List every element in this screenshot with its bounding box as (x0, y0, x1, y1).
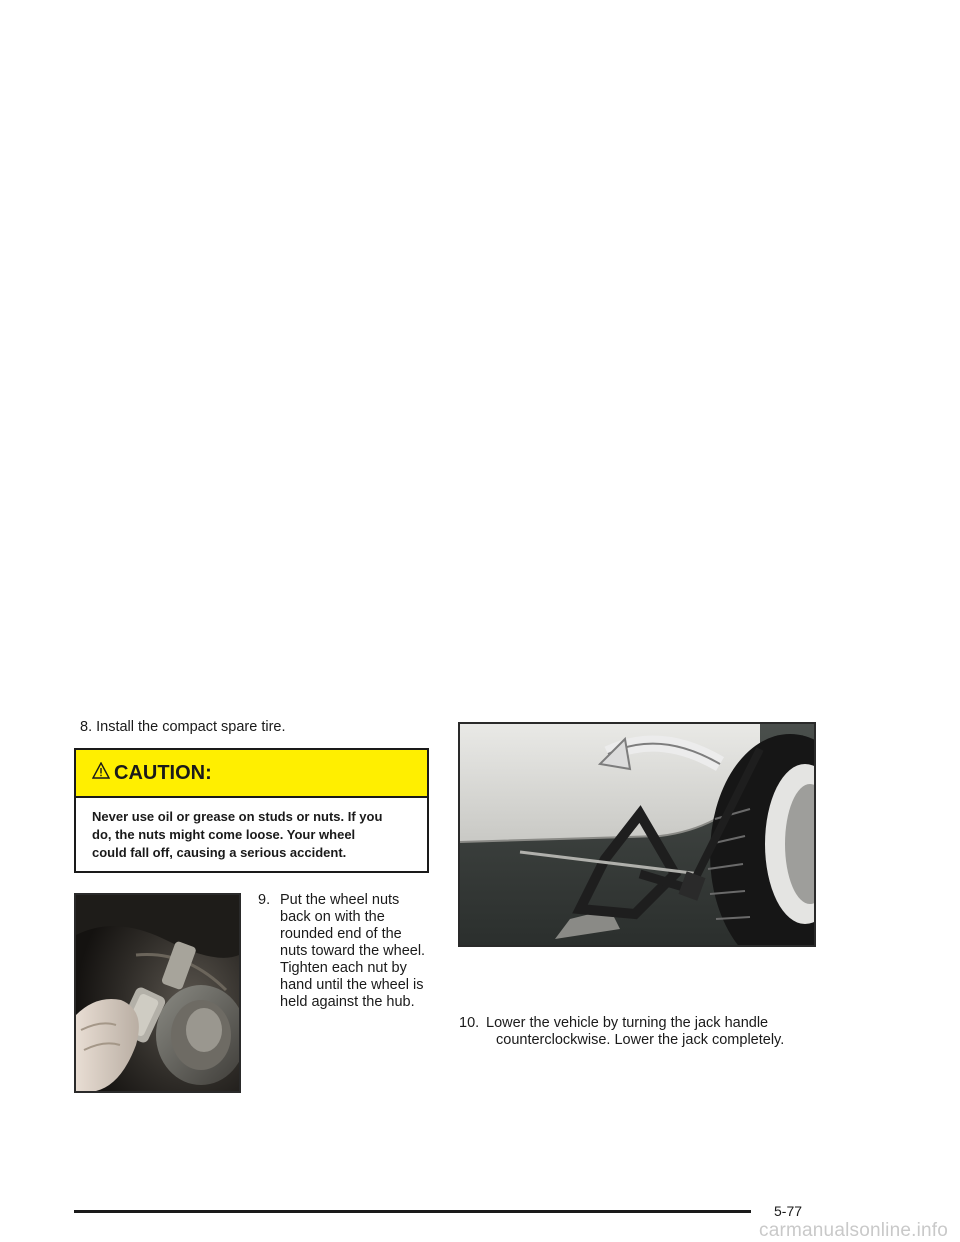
caution-line: could fall off, causing a serious accident. (92, 845, 347, 860)
step-text-line: Tighten each nut by (280, 960, 407, 976)
step-text-line: Lower the vehicle by turning the jack handle (486, 1015, 769, 1031)
step-text-line: rounded end of the (280, 926, 402, 942)
caution-box (74, 748, 429, 873)
warning-triangle-icon (92, 762, 110, 779)
caution-header (76, 750, 427, 798)
step-text-line: back on with the (280, 909, 385, 925)
step-text-line: Put the wheel nuts (280, 892, 400, 908)
step-number: 8. (80, 719, 93, 735)
caution-line: Never use oil or grease on studs or nuts. If you (92, 809, 383, 824)
caution-line: do, the nuts might come loose. Your wheel (92, 827, 356, 842)
step-text: Install the compact spare tire. (96, 719, 286, 735)
step-text (258, 892, 438, 1011)
step-text-line: hand until the wheel is (280, 977, 424, 993)
step-8 (80, 719, 440, 736)
step-9 (258, 892, 438, 1011)
step-10 (459, 1015, 819, 1049)
jack-photo (458, 722, 816, 947)
step-text-line: held against the hub. (280, 994, 415, 1010)
caution-text (76, 798, 427, 862)
watermark[interactable]: carmanualsonline.info (759, 1220, 949, 1241)
footer-rule (74, 1210, 751, 1213)
wheel-nut-photo (74, 893, 241, 1093)
page-number: 5-77 (774, 1203, 803, 1219)
caution-title: CAUTION: (114, 761, 212, 784)
step-number: 10. (459, 1015, 480, 1031)
step-text-line: counterclockwise. Lower the jack completely. (496, 1032, 785, 1048)
step-number: 9. (258, 892, 271, 908)
step-text-line: nuts toward the wheel. (280, 943, 426, 959)
